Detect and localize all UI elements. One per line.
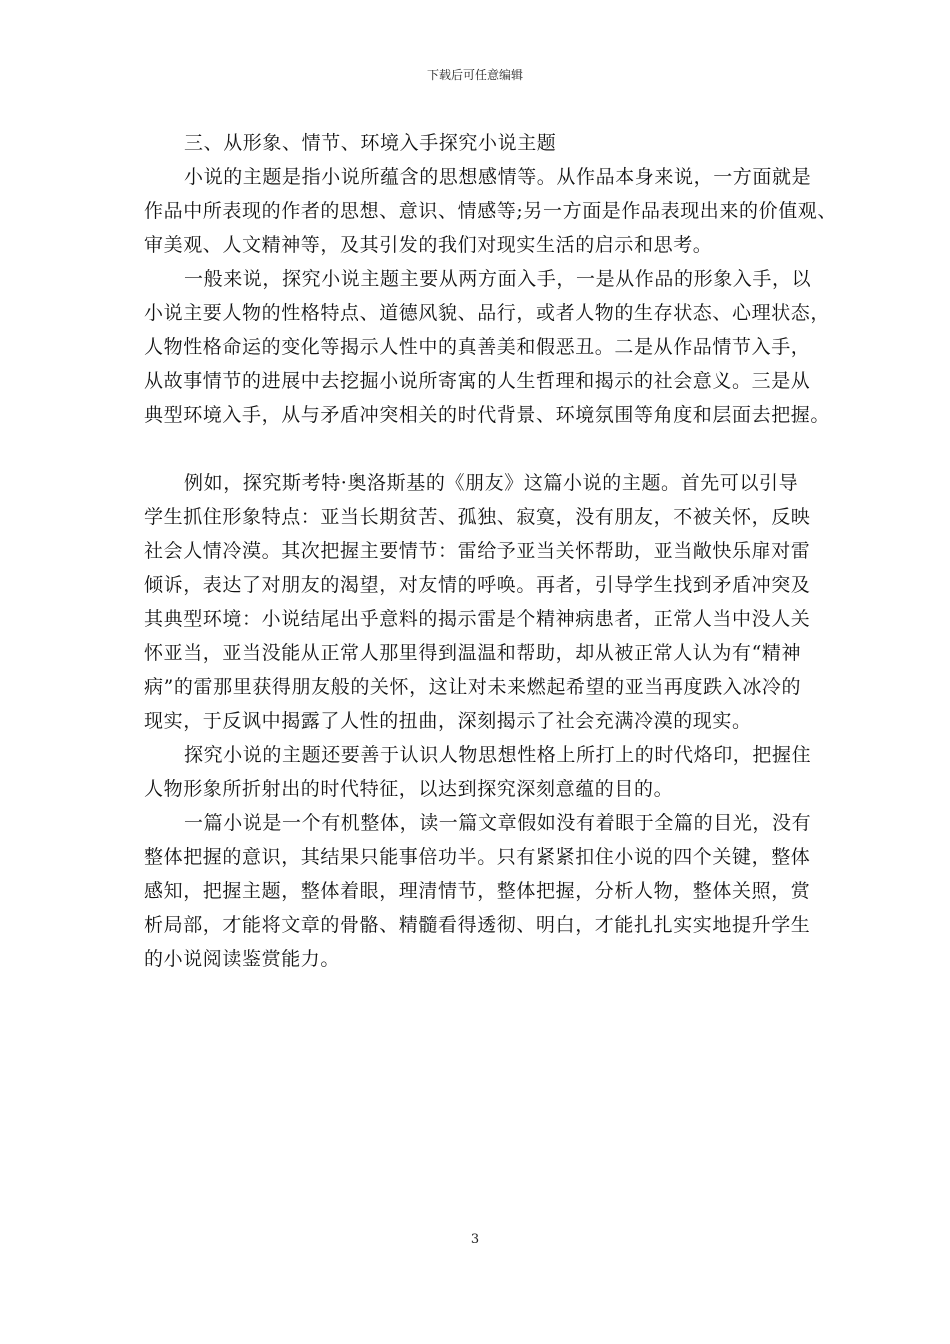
text-line: 学生抓住形象特点：亚当长期贫苦、孤独、寂寞，没有朋友，不被关怀，反映 <box>144 506 811 528</box>
text-line: 例如，探究斯考特·奥洛斯基的《朋友》这篇小说的主题。首先可以引导 <box>184 472 799 494</box>
paragraph-spacer <box>144 432 824 466</box>
text-line: 感知，把握主题，整体着眼，理清情节，整体把握，分析人物，整体关照，赏 <box>144 880 811 902</box>
paragraph-theme-definition <box>144 160 838 262</box>
text-line: 从故事情节的进展中去挖掘小说所寄寓的人生哲理和揭示的社会意义。三是从 <box>144 370 811 392</box>
text-line: 现实，于反讽中揭露了人性的扭曲，深刻揭示了社会充满冷漠的现实。 <box>144 710 752 732</box>
page-header: 下载后可任意编辑 <box>426 68 523 82</box>
paragraph-era-imprint <box>144 738 824 806</box>
text-line: 其典型环境：小说结尾出乎意料的揭示雷是个精神病患者，正常人当中没人关 <box>144 608 811 630</box>
paragraph-conclusion <box>144 806 824 976</box>
page-number: 3 <box>470 1232 480 1247</box>
text-line: 整体把握的意识，其结果只能事倍功半。只有紧紧扣住小说的四个关键，整体 <box>144 846 811 868</box>
text-line: 人物性格命运的变化等揭示人性中的真善美和假恶丑。二是从作品情节入手， <box>144 336 811 358</box>
text-line: 作品中所表现的作者的思想、意识、情感等;另一方面是作品表现出来的价值观、 <box>144 200 838 222</box>
text-line: 病”的雷那里获得朋友般的关怀，这让对未来燃起希望的亚当再度跌入冰冷的 <box>144 676 802 698</box>
text-line: 一般来说，探究小说主题主要从两方面入手，一是从作品的形象入手，以 <box>184 268 812 290</box>
section-title: 三、从形象、情节、环境入手探究小说主题 <box>184 132 557 154</box>
text-line: 倾诉，表达了对朋友的渴望，对友情的呼唤。再者，引导学生找到矛盾冲突及 <box>144 574 811 596</box>
text-line: 探究小说的主题还要善于认识人物思想性格上所打上的时代烙印，把握住 <box>184 744 812 766</box>
document-body <box>144 126 838 976</box>
text-line: 析局部，才能将文章的骨骼、精髓看得透彻、明白，才能扎扎实实地提升学生 <box>144 914 811 936</box>
text-line: 小说主要人物的性格特点、道德风貌、品行，或者人物的生存状态、心理状态， <box>144 302 831 324</box>
text-line: 的小说阅读鉴赏能力。 <box>144 948 341 970</box>
text-line: 社会人情冷漠。其次把握主要情节：雷给予亚当关怀帮助，亚当敞快乐扉对雷 <box>144 540 811 562</box>
text-line: 人物形象所折射出的时代特征，以达到探究深刻意蕴的目的。 <box>144 778 674 800</box>
paragraph-example-friend <box>144 466 824 738</box>
text-line: 小说的主题是指小说所蕴含的思想感情等。从作品本身来说，一方面就是 <box>184 166 812 188</box>
paragraph-exploration-methods <box>144 262 831 432</box>
text-line: 怀亚当，亚当没能从正常人那里得到温温和帮助，却从被正常人认为有“精神 <box>144 642 802 664</box>
text-line: 审美观、人文精神等，及其引发的我们对现实生活的启示和思考。 <box>144 234 713 256</box>
text-line: 一篇小说是一个有机整体，读一篇文章假如没有着眼于全篇的目光，没有 <box>184 812 812 834</box>
text-line: 典型环境入手，从与矛盾冲突相关的时代背景、环境氛围等角度和层面去把握。 <box>144 404 831 426</box>
